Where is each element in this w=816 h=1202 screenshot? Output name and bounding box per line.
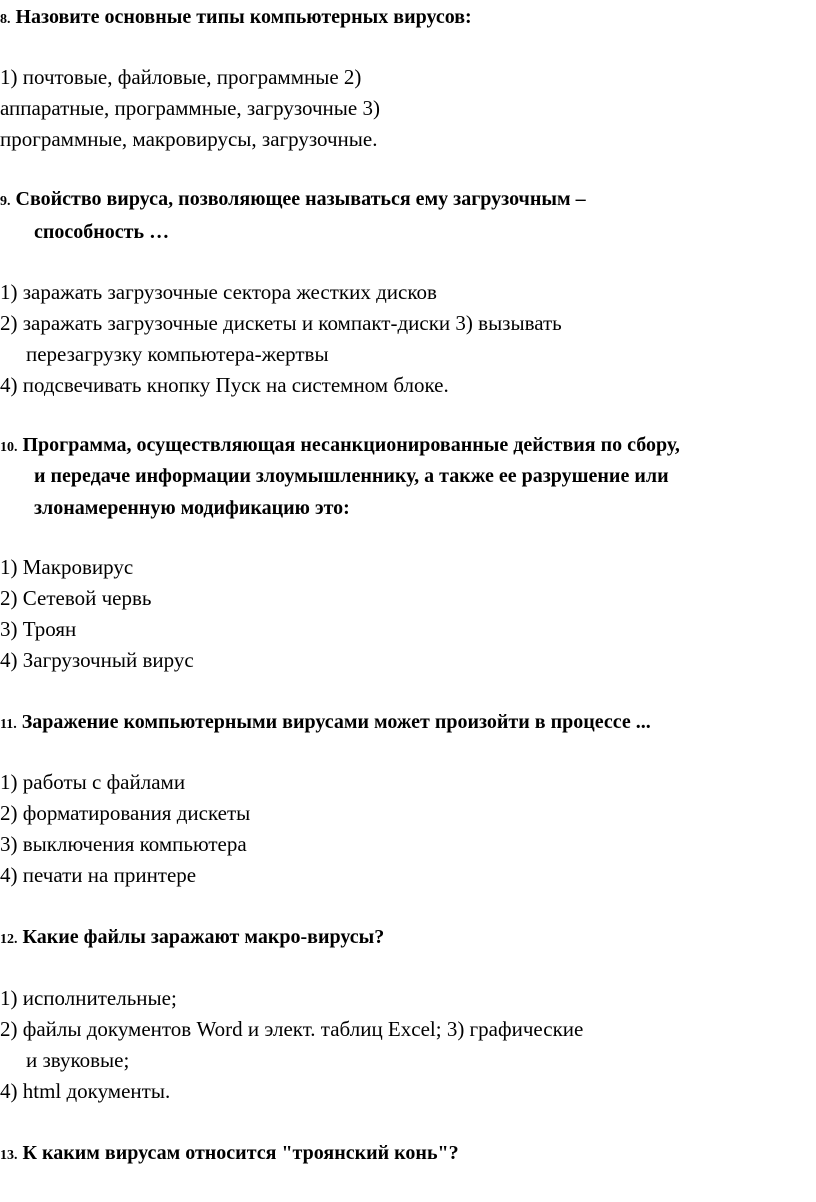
answer-line: 2) заражать загрузочные дискеты и компакт-диски 3) вызывать xyxy=(0,311,562,335)
question-number: 9. xyxy=(0,194,11,209)
answer-line: 1) заражать загрузочные сектора жестких дисков xyxy=(0,280,437,304)
question-11-title xyxy=(0,709,651,738)
answer-line: 1) почтовые, файловые, программные 2) xyxy=(0,65,362,89)
question-text: К каким вирусам относится "троянский конь"? xyxy=(22,1142,459,1164)
answer-line: 4) html документы. xyxy=(0,1079,171,1103)
question-text-continued: и передаче информации злоумышленнику, а также ее разрушение или xyxy=(34,465,669,487)
answer-line: 4) печати на принтере xyxy=(0,863,197,887)
question-text: Заражение компьютерными вирусами может произойти в процессе ... xyxy=(21,711,651,733)
answer-line: и звуковые; xyxy=(26,1048,130,1072)
question-13-title xyxy=(0,1140,459,1169)
answer-line: 2) форматирования дискеты xyxy=(0,801,251,825)
answer-line: 1) работы с файлами xyxy=(0,770,186,794)
question-text: Программа, осуществляющая несанкционированные действия по сбору, xyxy=(22,434,680,456)
question-number: 12. xyxy=(0,932,18,947)
answer-line: программные, макровирусы, загрузочные. xyxy=(0,127,378,151)
answer-line: 2) файлы документов Word и элект. таблиц Excel; 3) графические xyxy=(0,1017,584,1041)
answer-line: перезагрузку компьютера-жертвы xyxy=(26,342,329,366)
answer-line: 4) Загрузочный вирус xyxy=(0,648,194,672)
question-text-continued: злонамеренную модификацию это: xyxy=(34,497,350,519)
question-9-title xyxy=(0,186,586,215)
question-8-title xyxy=(0,4,472,33)
question-text: Какие файлы заражают макро-вирусы? xyxy=(22,926,385,948)
question-number: 13. xyxy=(0,1148,18,1163)
answer-line: аппаратные, программные, загрузочные 3) xyxy=(0,96,380,120)
answer-line: 1) Макровирус xyxy=(0,555,134,579)
answer-line: 3) выключения компьютера xyxy=(0,832,247,856)
question-text-continued: способность … xyxy=(34,221,170,243)
answer-line: 2) Сетевой червь xyxy=(0,586,152,610)
question-text: Свойство вируса, позволяющее называться ему загрузочным – xyxy=(15,188,586,210)
question-number: 11. xyxy=(0,717,17,732)
question-10-title xyxy=(0,432,680,461)
answer-line: 1) исполнительные; xyxy=(0,986,177,1010)
answer-line: 4) подсвечивать кнопку Пуск на системном блоке. xyxy=(0,373,449,397)
question-text: Назовите основные типы компьютерных вирусов: xyxy=(15,6,472,28)
question-number: 10. xyxy=(0,440,18,455)
question-number: 8. xyxy=(0,12,11,27)
answer-line: 3) Троян xyxy=(0,617,77,641)
question-12-title xyxy=(0,924,384,953)
